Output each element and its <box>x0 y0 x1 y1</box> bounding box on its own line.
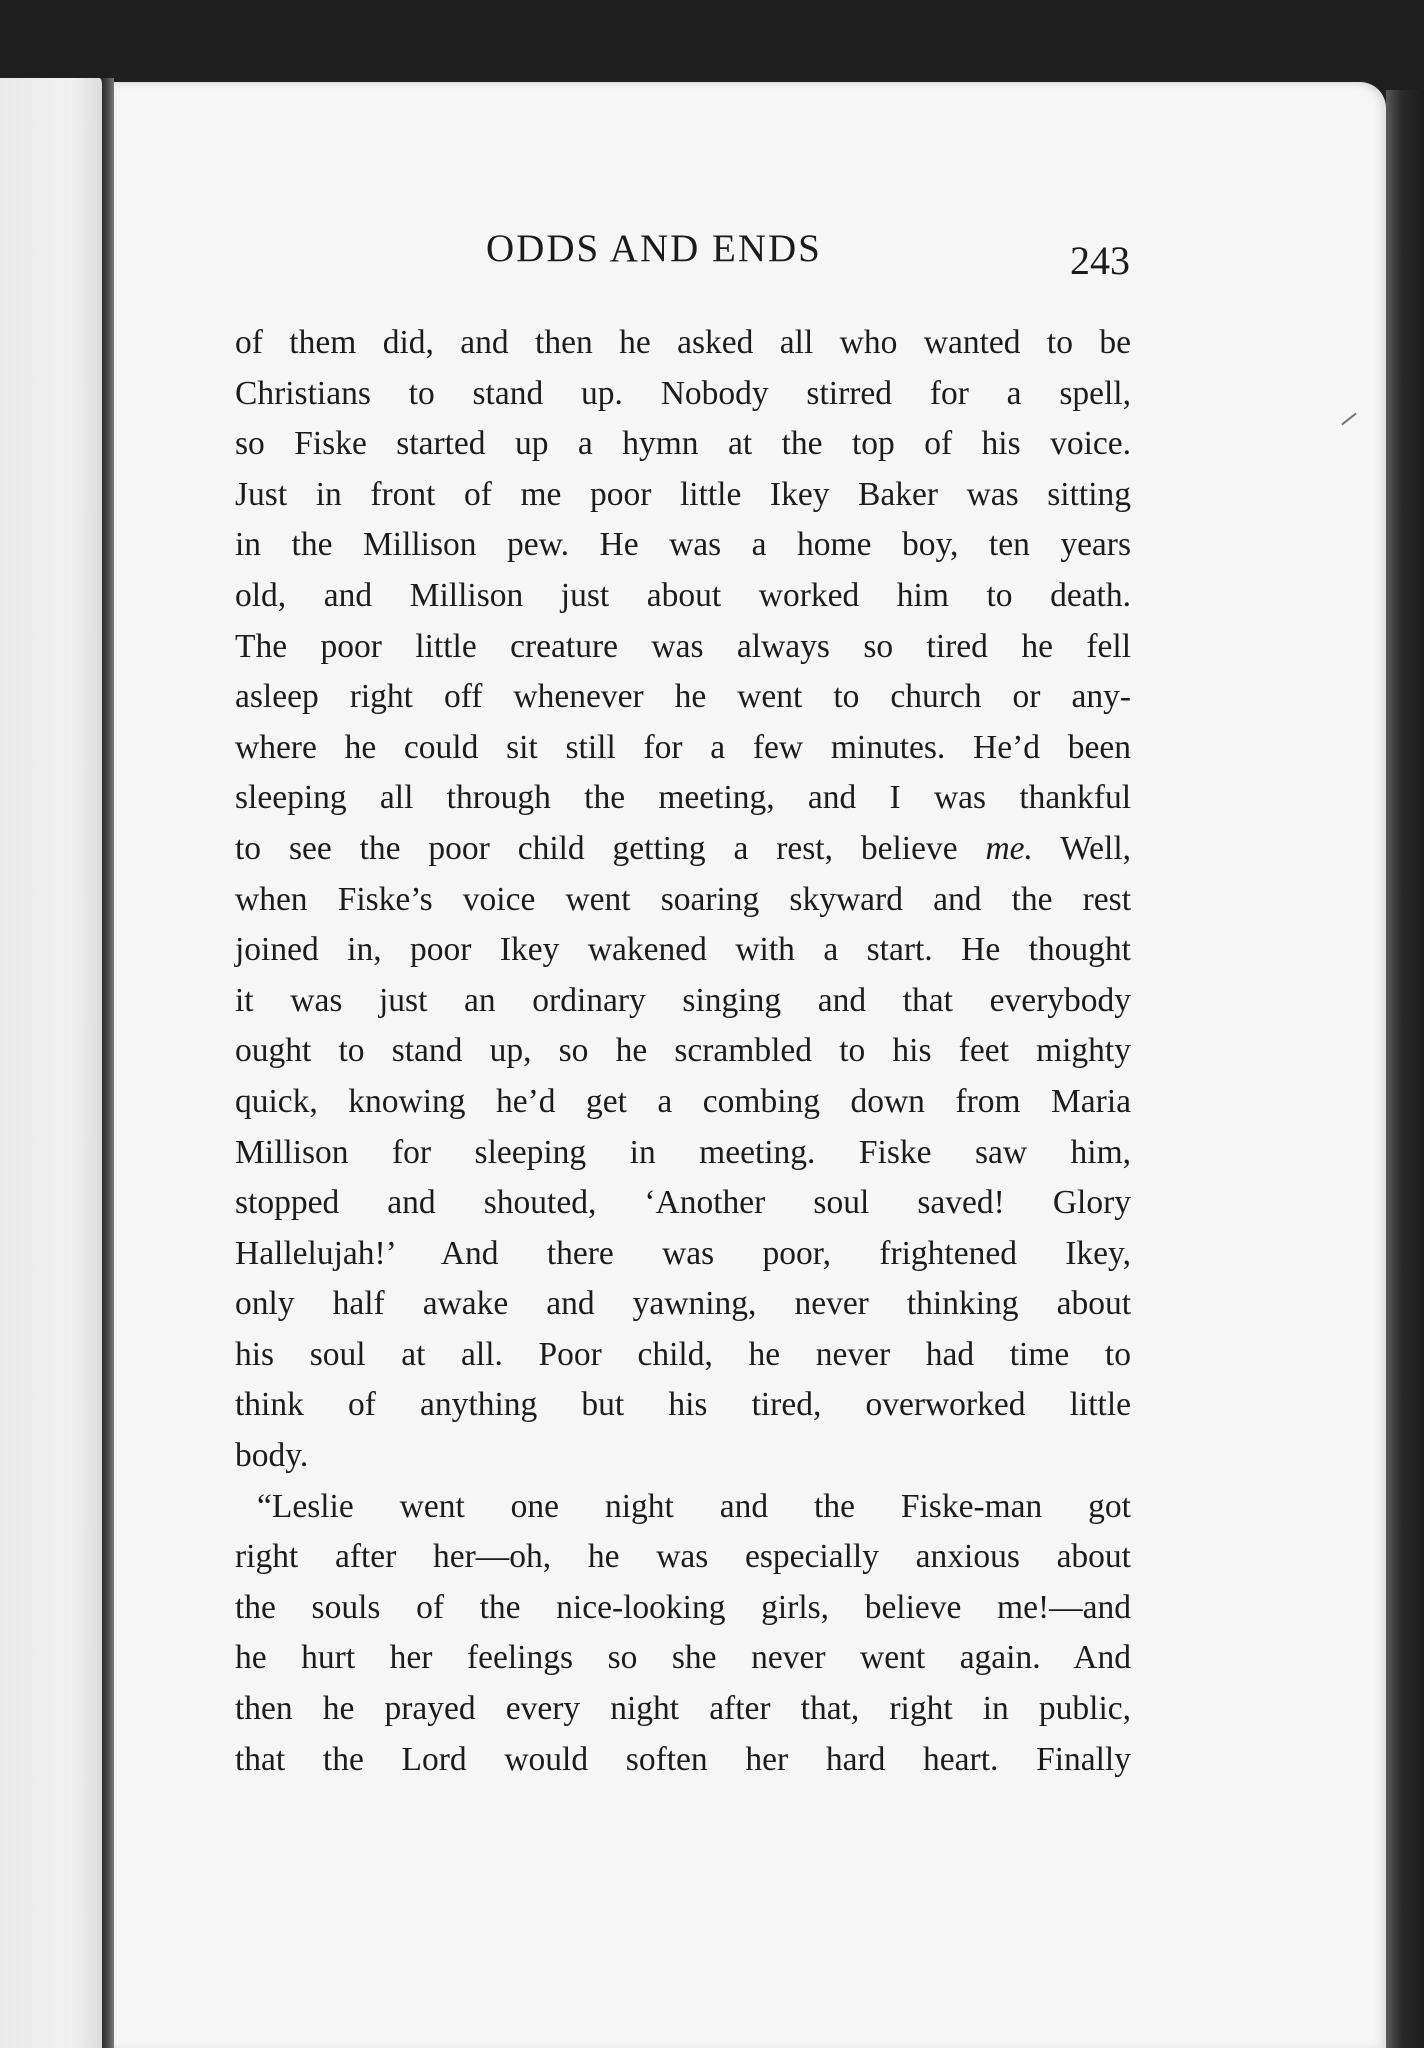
text-line: ought to stand up, so he scrambled to his feet mighty <box>235 1032 1131 1070</box>
text-line: Millison for sleeping in meeting. Fiske saw him, <box>235 1133 1131 1171</box>
book-cover-edge <box>1386 90 1424 2048</box>
text-line: his soul at all. Poor child, he never had time to <box>235 1335 1131 1373</box>
text-line: only half awake and yawning, never thinking about <box>235 1285 1131 1323</box>
text-line: quick, knowing he’d get a combing down from Maria <box>235 1082 1131 1120</box>
text-segment: to see the poor child getting a rest, believe <box>235 829 958 867</box>
text-line: in the Millison pew. He was a home boy, ten years <box>235 526 1131 564</box>
text-line: so Fiske started up a hymn at the top of his voice. <box>235 425 1131 463</box>
text-line: joined in, poor Ikey wakened with a start. He thought <box>235 931 1131 969</box>
text-line: of them did, and then he asked all who wanted to be <box>235 324 1131 361</box>
page-number: 243 <box>1070 238 1130 283</box>
text-line: Just in front of me poor little Ikey Baker was sitting <box>235 475 1131 513</box>
book-gutter <box>102 78 114 2048</box>
running-head: ODDS AND ENDS <box>486 227 822 270</box>
text-line: The poor little creature was always so tired he fell <box>235 627 1131 665</box>
text-line: asleep right off whenever he went to church or any- <box>235 678 1131 716</box>
text-line: Christians to stand up. Nobody stirred for a spell, <box>235 374 1131 412</box>
text-line: Hallelujah!’ And there was poor, frightened Ikey, <box>235 1234 1131 1272</box>
body-text <box>235 318 1131 1785</box>
text-line: “Leslie went one night and the Fiske-man got <box>257 1487 1131 1525</box>
text-line: the souls of the nice-looking girls, believe me!—and <box>235 1588 1131 1626</box>
text-line: right after her—oh, he was especially anxious about <box>235 1538 1131 1576</box>
text-line: stopped and shouted, ‘Another soul saved! Glory <box>235 1184 1131 1222</box>
text-line: where he could sit still for a few minutes. He’d been <box>235 728 1131 766</box>
text-line: body. <box>235 1437 309 1475</box>
emphasis-text: me. <box>985 829 1033 867</box>
text-line <box>235 824 1131 875</box>
text-line: he hurt her feelings so she never went again. And <box>235 1639 1131 1677</box>
text-line: when Fiske’s voice went soaring skyward and the rest <box>235 880 1131 918</box>
text-line: old, and Millison just about worked him to death. <box>235 576 1131 614</box>
text-line: think of anything but his tired, overworked little <box>235 1386 1131 1424</box>
text-line: then he prayed every night after that, right in public, <box>235 1690 1131 1728</box>
text-segment: Well, <box>1060 829 1131 867</box>
text-line: sleeping all through the meeting, and I was thankful <box>235 779 1131 817</box>
facing-page-edge <box>0 78 105 2048</box>
text-line: that the Lord would soften her hard heart. Finally <box>235 1740 1131 1778</box>
text-line: it was just an ordinary singing and that everybody <box>235 981 1131 1019</box>
